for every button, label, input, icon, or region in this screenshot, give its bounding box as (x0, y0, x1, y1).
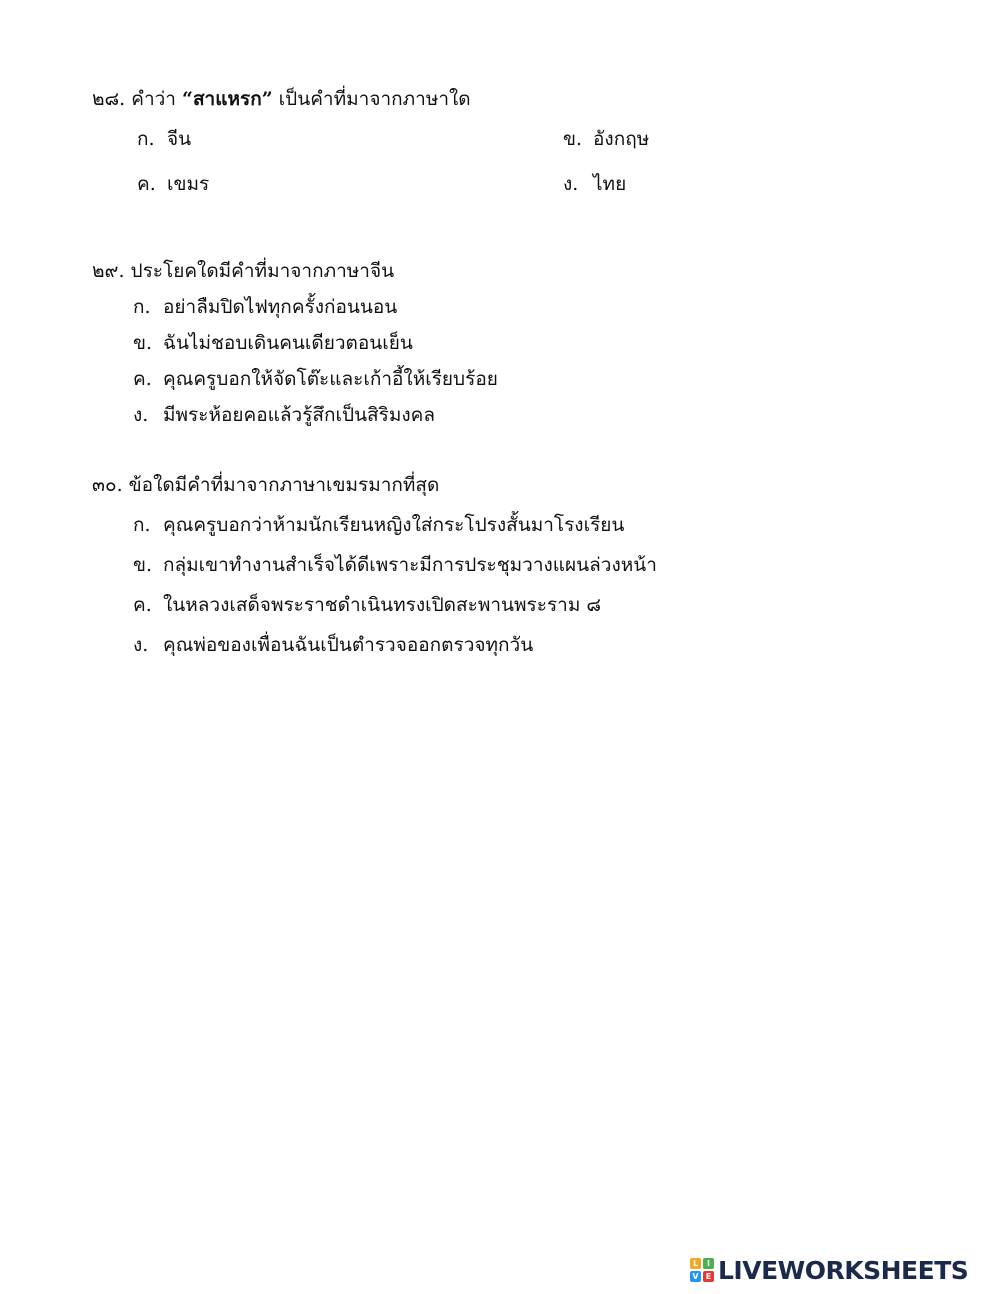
option-label: ก. (133, 296, 151, 318)
option-label: ง. (133, 634, 149, 656)
option-text: ไทย (593, 173, 627, 195)
question-28 (92, 86, 471, 112)
q30-option-a[interactable] (133, 512, 624, 538)
option-label: ข. (563, 128, 583, 150)
q29-option-a[interactable] (133, 294, 397, 320)
logo-text: LIVEWORKSHEETS (718, 1255, 969, 1285)
option-label: ข. (133, 332, 153, 354)
option-text: คุณพ่อของเพื่อนฉันเป็นตำรวจออกตรวจทุกวัน (163, 634, 534, 656)
q29-option-c[interactable] (133, 366, 498, 392)
question-29: ๒๙. ประโยคใดมีคำที่มาจากภาษาจีน (92, 260, 395, 282)
option-label: ข. (133, 554, 153, 576)
option-label: ค. (137, 173, 156, 195)
question-28-suffix: เป็นคำที่มาจากภาษาใด (272, 88, 471, 110)
option-label: ค. (133, 594, 152, 616)
option-text: คุณครูบอกให้จัดโต๊ะและเก้าอี้ให้เรียบร้อย (163, 368, 498, 390)
q28-option-c[interactable] (137, 171, 209, 197)
option-text: ในหลวงเสด็จพระราชดำเนินทรงเปิดสะพานพระราม ๘ (163, 594, 602, 616)
option-text: อังกฤษ (593, 128, 650, 150)
logo-mark-icon (690, 1258, 714, 1282)
option-label: ก. (137, 128, 155, 150)
option-label: ก. (133, 514, 151, 536)
question-28-keyword: “สาแหรก” (182, 88, 273, 110)
option-text: กลุ่มเขาทำงานสำเร็จได้ดีเพราะมีการประชุมวางแผนล่วงหน้า (163, 554, 657, 576)
logo-mark-letter: L (690, 1258, 701, 1269)
option-text: มีพระห้อยคอแล้วรู้สึกเป็นสิริมงคล (163, 404, 436, 426)
logo-mark-letter: I (703, 1258, 714, 1269)
option-label: ง. (133, 404, 149, 426)
q28-option-d[interactable] (563, 171, 626, 197)
liveworksheets-logo (690, 1252, 968, 1288)
question-30: ๓๐. ข้อใดมีคำที่มาจากภาษาเขมรมากที่สุด (92, 474, 440, 496)
logo-mark-letter: V (690, 1271, 701, 1282)
q30-option-d[interactable] (133, 632, 533, 658)
option-label: ค. (133, 368, 152, 390)
option-text: เขมร (167, 173, 210, 195)
option-text: จีน (167, 128, 192, 150)
logo-mark-letter: E (703, 1271, 714, 1282)
q29-option-d[interactable] (133, 402, 435, 428)
option-text: อย่าลืมปิดไฟทุกครั้งก่อนนอน (163, 296, 398, 318)
q29-option-b[interactable] (133, 330, 413, 356)
q30-option-c[interactable] (133, 592, 601, 618)
q30-option-b[interactable] (133, 552, 657, 578)
option-text: คุณครูบอกว่าห้ามนักเรียนหญิงใส่กระโปรงสั้นมาโรงเรียน (163, 514, 625, 536)
option-label: ง. (563, 173, 579, 195)
q28-option-b[interactable] (563, 126, 649, 152)
q28-option-a[interactable] (137, 126, 191, 152)
question-28-prefix: ๒๘. คำว่า (92, 88, 183, 110)
option-text: ฉันไม่ชอบเดินคนเดียวตอนเย็น (163, 332, 413, 354)
